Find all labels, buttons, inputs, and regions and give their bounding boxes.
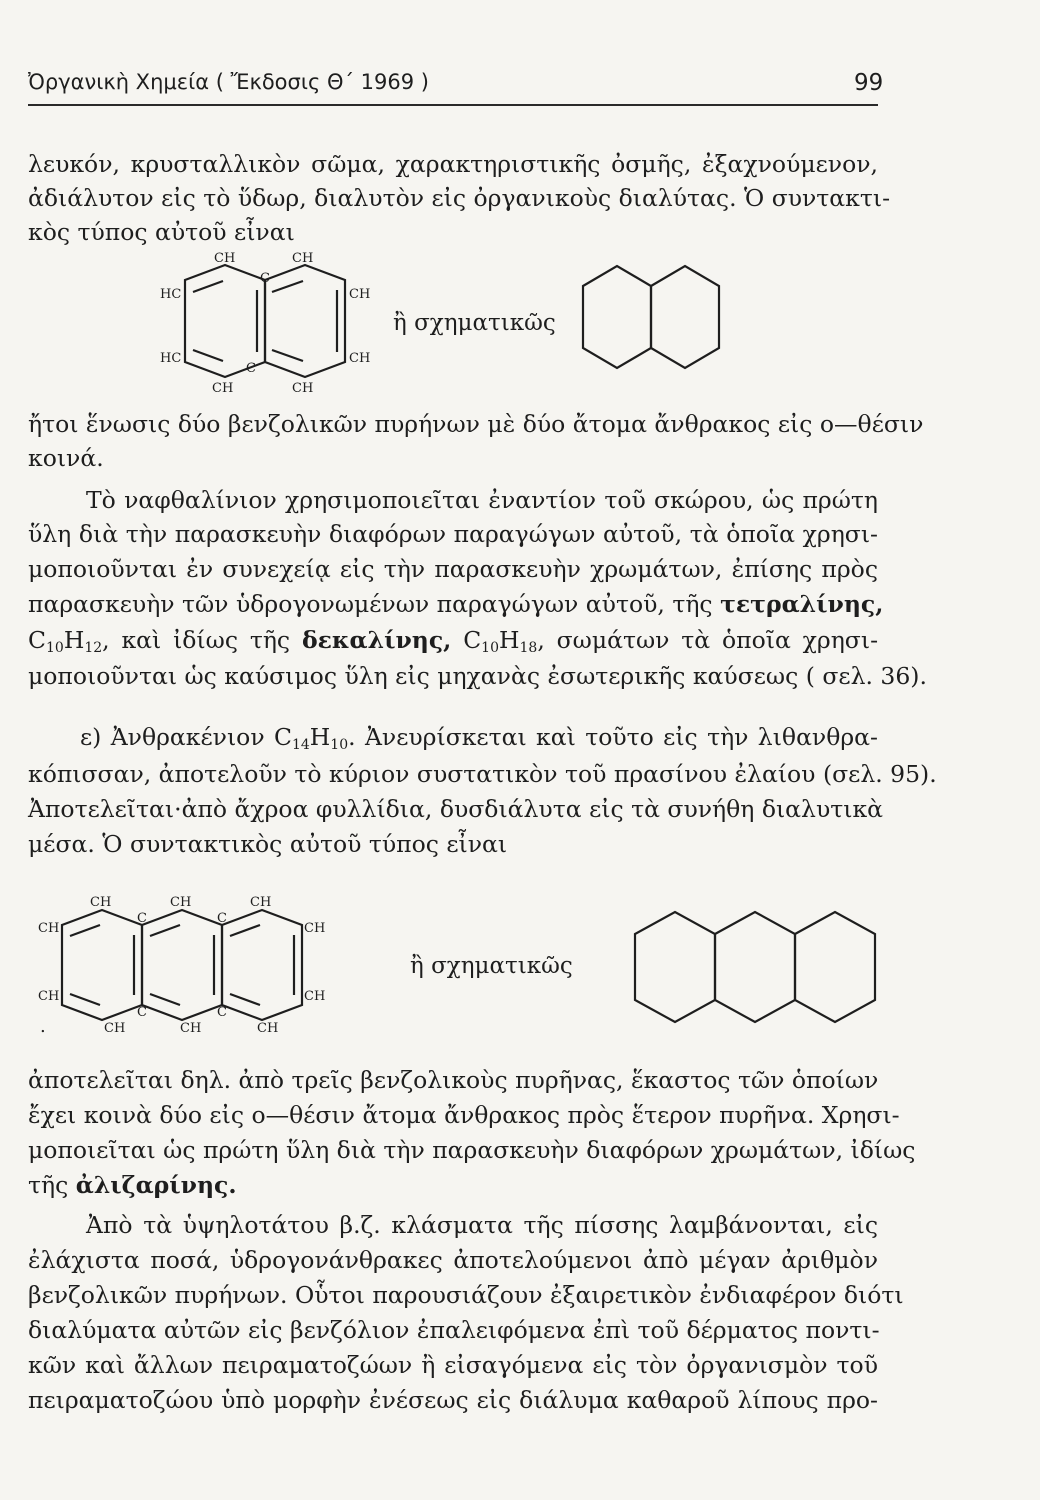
anthracene-atom-ch-right-bottom: CH xyxy=(304,989,326,1004)
anthracene-atom-ch-bottom-3: CH xyxy=(257,1021,279,1036)
text-line-15: μέσα. Ὁ συντακτικὸς αὐτοῦ τύπος εἶναι xyxy=(28,830,508,858)
naphthalene-schematic-label: ἢ σχηματικῶς xyxy=(393,310,556,336)
naphthalene-atom-ch-top-left: CH xyxy=(214,251,236,266)
text-line-12-end: . Ἀνευρίσκεται καὶ τοῦτο εἰς τὴν λιθανθρα- xyxy=(348,723,878,751)
anthracene-atom-ch-left-top: CH xyxy=(38,921,60,936)
text-line-16: ἀποτελεῖται δηλ. ἀπὸ τρεῖς βενζολικοὺς πυρῆνας, ἕκαστος τῶν ὁποίων xyxy=(28,1066,879,1094)
naphthalene-atom-c-top: C xyxy=(260,271,270,286)
formula-tetralin: $C_{10}H_{12}$ xyxy=(28,626,103,656)
text-line-6: Τὸ ναφθαλίνιον χρησιμοποιεῖται ἐναντίον τοῦ σκώρου, ὡς πρώτη xyxy=(86,486,878,514)
anthracene-schematic-label: ἢ σχηματικῶς xyxy=(410,953,573,979)
text-line-21: ἐλάχιστα ποσά, ὑδρογονάνθρακες ἀποτελούμενοι ἀπὸ μέγαν ἀριθμὸν xyxy=(28,1246,878,1274)
anthracene-heading: ε) Ἀνθρακένιον $C_{14}H_{10}$ xyxy=(80,723,349,753)
anthracene-atom-ch-bottom-2: CH xyxy=(180,1021,202,1036)
anthracene-atom-c-bottom-2: C xyxy=(217,1005,227,1020)
text-line-24: κῶν καὶ ἄλλων πειραματοζώων ἢ εἰσαγόμενα εἰς τὸν ὀργανισμὸν τοῦ xyxy=(28,1351,878,1379)
text-line-7: ὕλη διὰ τὴν παρασκευὴν διαφόρων παραγώγων αὐτοῦ, τὰ ὁποῖα χρησι- xyxy=(28,520,878,548)
term-tetralin: τετραλίνης, xyxy=(720,590,884,618)
text-line-18: μοποιεῖται ὡς πρώτη ὕλη διὰ τὴν παρασκευὴν διαφόρων χρωμάτων, ἰδίως xyxy=(28,1136,916,1164)
anthracene-atom-ch-top-1: CH xyxy=(90,895,112,910)
text-line-22: βενζολικῶν πυρήνων. Οὗτοι παρουσιάζουν ἐξαιρετικὸν ἐνδιαφέρον διότι xyxy=(28,1281,904,1309)
anthracene-schematic-1 xyxy=(635,912,715,1022)
text-line-25: πειραματοζώου ὑπὸ μορφὴν ἐνέσεως εἰς διάλυμα καθαροῦ λίπους προ- xyxy=(28,1386,878,1414)
anthracene-schematic-3 xyxy=(795,912,875,1022)
anthracene-atom-ch-left-bottom: CH xyxy=(38,989,60,1004)
naphthalene-atom-ch-right-top: CH xyxy=(349,287,371,302)
anthracene-atom-ch-top-2: CH xyxy=(170,895,192,910)
anthracene-atom-ch-bottom-1: CH xyxy=(104,1021,126,1036)
naphthalene-atom-ch-bottom-left: CH xyxy=(212,381,234,396)
formula-decalin: $C_{10}H_{18}$ xyxy=(463,626,538,656)
naphthalene-atom-ch-top-right: CH xyxy=(292,251,314,266)
text-line-19 xyxy=(28,1171,878,1199)
anthracene-atom-c-top-2: C xyxy=(217,911,227,926)
running-header: Ὀργανικὴ Χημεία ( Ἔκδοσις Θ΄ 1969 ) xyxy=(28,70,429,94)
anthracene-atom-ch-right-top: CH xyxy=(304,921,326,936)
text-line-9-a: παρασκευὴν τῶν ὑδρογονωμένων παραγώγων αὐτοῦ, τῆς xyxy=(28,590,713,618)
naphthalene-atom-hc-left-bottom: HC xyxy=(160,351,182,366)
naphthalene-atom-ch-right-bottom: CH xyxy=(349,351,371,366)
naphthalene-atom-ch-bottom-right: CH xyxy=(292,381,314,396)
text-line-1: λευκόν, κρυσταλλικὸν σῶμα, χαρακτηριστικῆς ὀσμῆς, ἐξαχνούμενον, xyxy=(28,150,878,178)
text-line-3: κὸς τύπος αὐτοῦ εἶναι xyxy=(28,218,295,246)
text-line-5: κοινά. xyxy=(28,444,104,472)
text-line-4: ἤτοι ἕνωσις δύο βενζολικῶν πυρήνων μὲ δύο ἄτομα ἄνθρακος εἰς ο—θέσιν xyxy=(28,410,924,438)
anthracene-ring-2 xyxy=(142,910,222,1020)
anthracene-ring-3 xyxy=(222,910,302,1020)
naphthalene-atom-c-bottom: C xyxy=(246,361,256,376)
anthracene-atom-dot: . xyxy=(40,1016,46,1037)
naphthalene-atom-hc-left-top: HC xyxy=(160,287,182,302)
term-decalin: δεκαλίνης, xyxy=(301,626,452,654)
text-line-11: μοποιοῦνται ὡς καύσιμος ὕλη εἰς μηχανὰς ἐσωτερικῆς καύσεως ( σελ. 36). xyxy=(28,662,927,690)
text-line-13: κόπισσαν, ἀποτελοῦν τὸ κύριον συστατικὸν τοῦ πρασίνου ἐλαίου (σελ. 95). xyxy=(28,760,937,788)
anthracene-schematic-2 xyxy=(715,912,795,1022)
text-line-14: Ἀποτελεῖται·ἀπὸ ἄχροα φυλλίδια, δυσδιάλυτα εἰς τὰ συνήθη διαλυτικὰ xyxy=(28,795,883,823)
anthracene-ring-1 xyxy=(62,910,142,1020)
text-line-19-a: τῆς xyxy=(28,1171,69,1199)
text-line-17: ἔχει κοινὰ δύο εἰς ο—θέσιν ἄτομα ἄνθρακος πρὸς ἕτερον πυρῆνα. Χρησι- xyxy=(28,1101,900,1129)
text-line-23: διαλύματα αὐτῶν εἰς βενζόλιον ἐπαλειφόμενα ἐπὶ τοῦ δέρματος ποντι- xyxy=(28,1316,880,1344)
anthracene-atom-ch-top-3: CH xyxy=(250,895,272,910)
text-line-10-end: , σωμάτων τὰ ὁποῖα χρησι- xyxy=(537,626,879,654)
page-number: 99 xyxy=(854,70,884,96)
term-alizarin: ἀλιζαρίνης. xyxy=(75,1171,237,1199)
text-line-20: Ἀπὸ τὰ ὑψηλοτάτου β.ζ. κλάσματα τῆς πίσσης λαμβάνονται, εἰς xyxy=(86,1211,878,1239)
anthracene-atom-c-bottom-1: C xyxy=(137,1005,147,1020)
text-line-10-mid: , καὶ ἰδίως τῆς xyxy=(102,626,291,654)
text-line-8: μοποιοῦνται ἐν συνεχείᾳ εἰς τὴν παρασκευὴν χρωμάτων, ἐπίσης πρὸς xyxy=(28,555,878,583)
anthracene-atom-c-top-1: C xyxy=(137,911,147,926)
text-line-2: ἀδιάλυτον εἰς τὸ ὕδωρ, διαλυτὸν εἰς ὀργανικοὺς διαλύτας. Ὁ συντακτι- xyxy=(28,184,891,212)
